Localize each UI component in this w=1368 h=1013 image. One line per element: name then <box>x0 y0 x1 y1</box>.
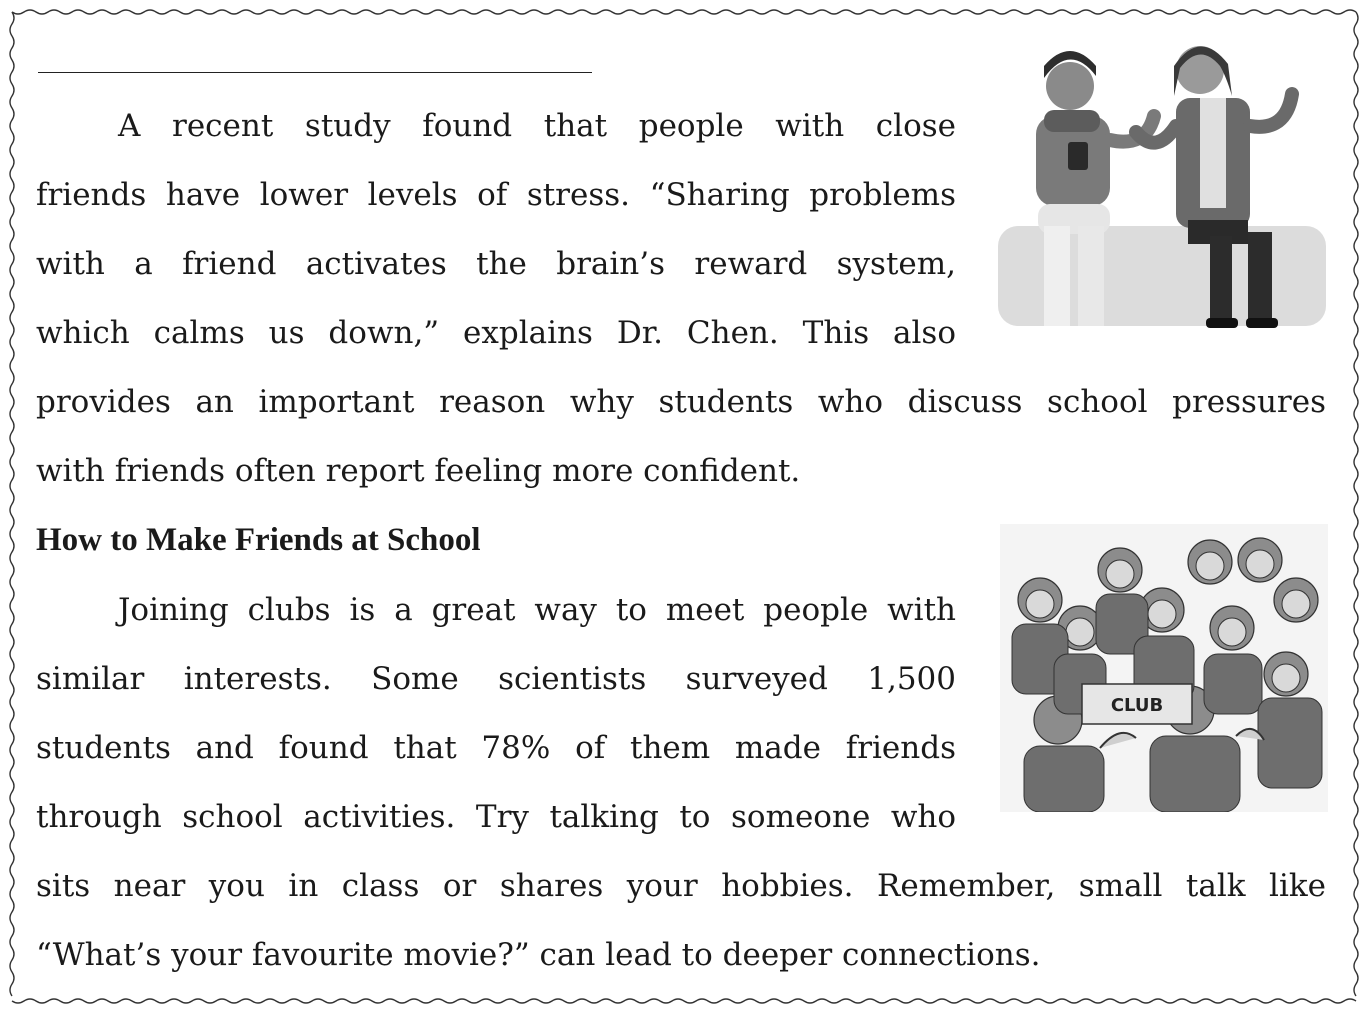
border-wave <box>12 999 1356 1003</box>
title-blank-line <box>38 72 592 73</box>
paragraph-1-line: provides an important reason why students who discuss school pressures <box>36 384 1326 420</box>
paragraph-2-line: “What’s your favourite movie?” can lead to deeper connections. <box>36 937 1041 973</box>
paragraph-1-line: A recent study found that people with close <box>118 108 956 144</box>
paragraph-1-line: with a friend activates the brain’s reward system, <box>36 246 956 282</box>
paragraph-2-line: students and found that 78% of them made friends <box>36 730 956 766</box>
paragraph-2-line: Joining clubs is a great way to meet people with <box>118 592 956 628</box>
paragraph-1-line: which calms us down,” explains Dr. Chen. This also <box>36 315 956 351</box>
paragraph-2-line: through school activities. Try talking to someone who <box>36 799 956 835</box>
border-wave <box>1354 12 1358 996</box>
border-wave <box>12 10 1356 14</box>
paragraph-1-line: friends have lower levels of stress. “Sharing problems <box>36 177 956 213</box>
paragraph-1 <box>36 92 1326 506</box>
border-wave <box>10 12 14 996</box>
students-club-illustration <box>1000 524 1328 812</box>
paragraph-2-line: similar interests. Some scientists surveyed 1,500 <box>36 661 956 697</box>
two-friends-sitting-illustration <box>996 36 1328 334</box>
section-heading: How to Make Friends at School <box>36 522 481 558</box>
club-sign-label: CLUB <box>1110 695 1164 716</box>
paragraph-2-line: sits near you in class or shares your hobbies. Remember, small talk like <box>36 868 1326 904</box>
paragraph-2 <box>36 576 1326 990</box>
paragraph-1-line: with friends often report feeling more confident. <box>36 453 801 489</box>
